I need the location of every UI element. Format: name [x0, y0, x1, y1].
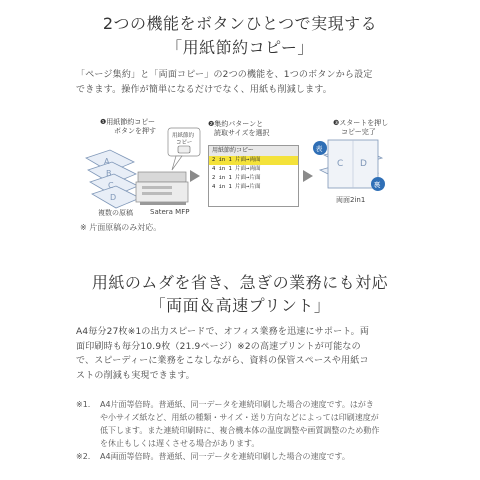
panel-option-selected[interactable]: 2 in 1 片面→両面: [209, 156, 298, 165]
section2-body-line1: A4毎分27枚※1の出力スピードで、オフィス業務を迅速にサポート。両: [76, 327, 370, 337]
footnote-2-text1: A4両面等倍時。普通紙、同一データを連続印刷した場合の速度です。: [100, 452, 350, 461]
footnote-1-line1: [76, 398, 416, 411]
footnote-1-text1: A4片面等倍時。普通紙、同一データを連続印刷した場合の速度です。はがき: [100, 400, 374, 409]
panel-title: 用紙節約コピー: [209, 146, 298, 156]
single-side-note: ※ 片面原稿のみ対応。: [80, 223, 162, 232]
section1-title-line1: 2つの機能をボタンひとつで実現する: [102, 14, 378, 33]
step1-label-line1: ❶用紙節約コピー: [100, 118, 155, 126]
footnote-2-line1: [76, 450, 416, 463]
page-letter-c: C: [108, 181, 114, 190]
button-callout: [168, 128, 200, 170]
section2-body-line2: 面印刷時も毎分10.9枚（21.9ページ）※2の高速プリントが可能なの: [76, 341, 361, 352]
footnote-1-line3: 低下します。また連続印刷時に、複合機本体の温度調整や画質調整のため動作: [100, 426, 380, 435]
step2-label-line1: ❷集約パターンと: [208, 120, 264, 128]
originals-stack: [86, 150, 140, 208]
mfp-caption: Satera MFP: [150, 208, 190, 216]
mfp-printer-icon: [136, 172, 188, 205]
originals-caption: 複数の原稿: [98, 209, 133, 217]
step3-label-line2: コピー完了: [341, 128, 376, 136]
result-letter-c: C: [337, 159, 344, 169]
panel-option[interactable]: 4 in 1 片面→片面: [212, 184, 261, 190]
page-letter-b: B: [106, 169, 112, 178]
section2-title-line2: 「両面＆高速プリント」: [149, 296, 331, 315]
section2-body: [76, 325, 416, 383]
copy-settings-panel: [208, 145, 299, 207]
page-letter-d: D: [110, 193, 117, 202]
footnotes: [76, 398, 416, 463]
footnote-1-line4: を休止もしくは遅くさせる場合があります。: [100, 439, 260, 448]
result-sheet: [313, 140, 385, 191]
section1-body-line2: できます。操作が簡単になるだけでなく、用紙も削減します。: [76, 84, 332, 95]
arrow-right-icon: [303, 170, 313, 182]
footnote-2-label: ※2.: [76, 452, 91, 461]
panel-option[interactable]: 4 in 1 片面→両面: [212, 166, 261, 172]
step1-label-line2: ボタンを押す: [114, 127, 156, 135]
result-letter-d: D: [360, 159, 367, 169]
panel-option[interactable]: 2 in 1 片面→片面: [212, 175, 261, 181]
section2-body-line4: ストの削減も実現できます。: [76, 370, 195, 381]
section1-title-line2: 「用紙節約コピー」: [166, 38, 314, 57]
arrow-right-icon: [190, 170, 200, 182]
step3-label-line1: ❸スタートを押し: [333, 119, 389, 127]
section1-body-line1: 「ページ集約」と「両面コピー」の2つの機能を、1つのボタンから設定: [76, 70, 373, 80]
step2-label-line2: 読取サイズを選択: [214, 129, 270, 137]
footnote-1-line2: や小サイズ紙など、用紙の種類・サイズ・送り方向などによっては印刷速度が: [100, 413, 379, 422]
section2-title-line1: 用紙のムダを省き、急ぎの業務にも対応: [91, 273, 389, 292]
front-badge-label: 表: [315, 145, 323, 153]
result-caption: 両面2in1: [336, 196, 366, 204]
button-label-line2: コピー: [176, 140, 193, 146]
button-label-line1: 用紙節約: [172, 133, 195, 139]
section2-body-line3: で、スピーディーに業務をこなしながら、資料の保管スペースや用紙コ: [76, 356, 369, 366]
footnote-1-label: ※1.: [76, 400, 91, 409]
page-letter-a: A: [104, 157, 110, 166]
back-badge-label: 裏: [373, 181, 381, 189]
